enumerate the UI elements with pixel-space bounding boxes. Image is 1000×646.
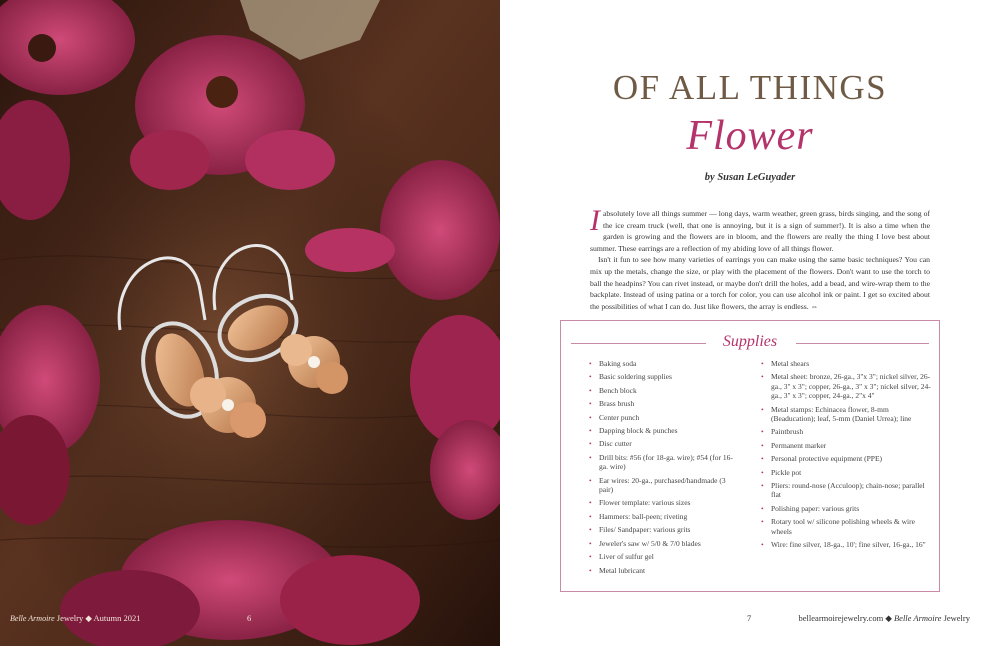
supply-item: • Permanent marker xyxy=(761,441,931,450)
folio-separator: ◆ xyxy=(885,613,892,623)
right-folio xyxy=(799,613,970,624)
supply-item: • Pickle pot xyxy=(761,468,931,477)
supply-item: • Center punch xyxy=(589,413,739,422)
paragraph-1 xyxy=(590,204,930,254)
folio-jewelry: Jewelry xyxy=(56,613,84,623)
supply-item: • Metal shears xyxy=(761,359,931,368)
supplies-title: Supplies xyxy=(722,333,778,350)
left-folio xyxy=(10,613,252,624)
folio-brand: Belle Armoire xyxy=(10,614,55,623)
supply-item: • Files/ Sandpaper: various grits xyxy=(589,525,739,534)
paragraph-2: Isn't it fun to see how many varieties of earrings you can make using the same basic techniques? You can mix up the metals, change the size, or play with the placement of the flowers. Don't want to use the torch to ball the headpins? You can rivet instead, or maybe don't drill the holes, add a bead, and wire-wrap them to the backplate. Instead of using patina or a torch for color, you can use alcohol ink or paint. I get so excited about the possibilities of what I can do. Just like flowers, the array is endless. ⇔ xyxy=(590,255,930,311)
supply-item: • Drill bits: #56 (for 18-ga. wire); #54 (for 16-ga. wire) xyxy=(589,453,739,472)
supply-item: • Metal stamps: Echinacea flower, 8-mm (Beaducation); leaf, 5-mm (Daniel Urrea); line xyxy=(761,405,931,424)
supply-item: • Personal protective equipment (PPE) xyxy=(761,454,931,463)
supply-item: • Disc cutter xyxy=(589,439,739,448)
supply-item: • Wire: fine silver, 18-ga., 10'; fine silver, 16-ga., 16" xyxy=(761,540,931,549)
supply-item: • Ear wires: 20-ga., purchased/handmade (3 pair) xyxy=(589,476,739,495)
article-title-top: OF ALL THINGS xyxy=(612,68,888,107)
page-number-right: 7 xyxy=(747,613,752,623)
supply-item: • Flower template: various sizes xyxy=(589,498,739,507)
supply-item: • Pliers: round-nose (Acculoop); chain-nose; parallel flat xyxy=(761,481,931,500)
supply-item: • Metal lubricant xyxy=(589,566,739,575)
supply-item: • Baking soda xyxy=(589,359,739,368)
paragraph-1-text: absolutely love all things summer — long days, warm weather, green grass, birds singing, and the song of the ice cream truck (well, that one is annoying, but it is a sign of summer!). It is also a time when the garden is growing and the flowers are in bloom, and the flowers are really the thing I love best about summer. These earrings are a reflection of my abiding love of all things flower. xyxy=(590,209,930,253)
article-title-script: Flower xyxy=(686,113,814,159)
page-number-left: 6 xyxy=(247,613,252,623)
folio-jewelry: Jewelry xyxy=(943,613,970,623)
supplies-heading xyxy=(571,333,929,353)
website-url: bellearmoirejewelry.com xyxy=(798,613,884,623)
supply-item: • Brass brush xyxy=(589,399,739,408)
supply-item: • Hammers: ball-peen; riveting xyxy=(589,512,739,521)
folio-separator: ◆ xyxy=(85,613,92,623)
supplies-column-1 xyxy=(589,359,739,579)
folio-brand: Belle Armoire xyxy=(893,613,942,623)
supply-item: • Bench block xyxy=(589,386,739,395)
supply-item: • Liver of sulfur gel xyxy=(589,552,739,561)
folio-issue: Autumn 2021 xyxy=(93,613,141,623)
supply-item: • Rotary tool w/ silicone polishing wheels & wire wheels xyxy=(761,517,931,536)
supply-item: • Basic soldering supplies xyxy=(589,372,739,381)
supplies-box xyxy=(560,320,940,592)
article-body xyxy=(590,204,930,312)
supply-item: • Jeweler's saw w/ 5/0 & 7/0 blades xyxy=(589,539,739,548)
supply-item: • Dapping block & punches xyxy=(589,426,739,435)
supply-item: • Polishing paper: various grits xyxy=(761,504,931,513)
byline: by Susan LeGuyader xyxy=(704,172,796,183)
article-page xyxy=(500,0,1000,646)
drop-cap: I xyxy=(590,204,600,237)
supplies-column-2 xyxy=(761,359,931,554)
supply-item: • Paintbrush xyxy=(761,427,931,436)
supply-item: • Metal sheet: bronze, 26-ga., 3"x 3"; nickel silver, 26-ga., 3" x 3"; copper, 26-ga., 3" x 3"; nickel silver, 24-ga., 3" x 3"; copper, 24-ga., 2"x 4" xyxy=(761,372,931,400)
